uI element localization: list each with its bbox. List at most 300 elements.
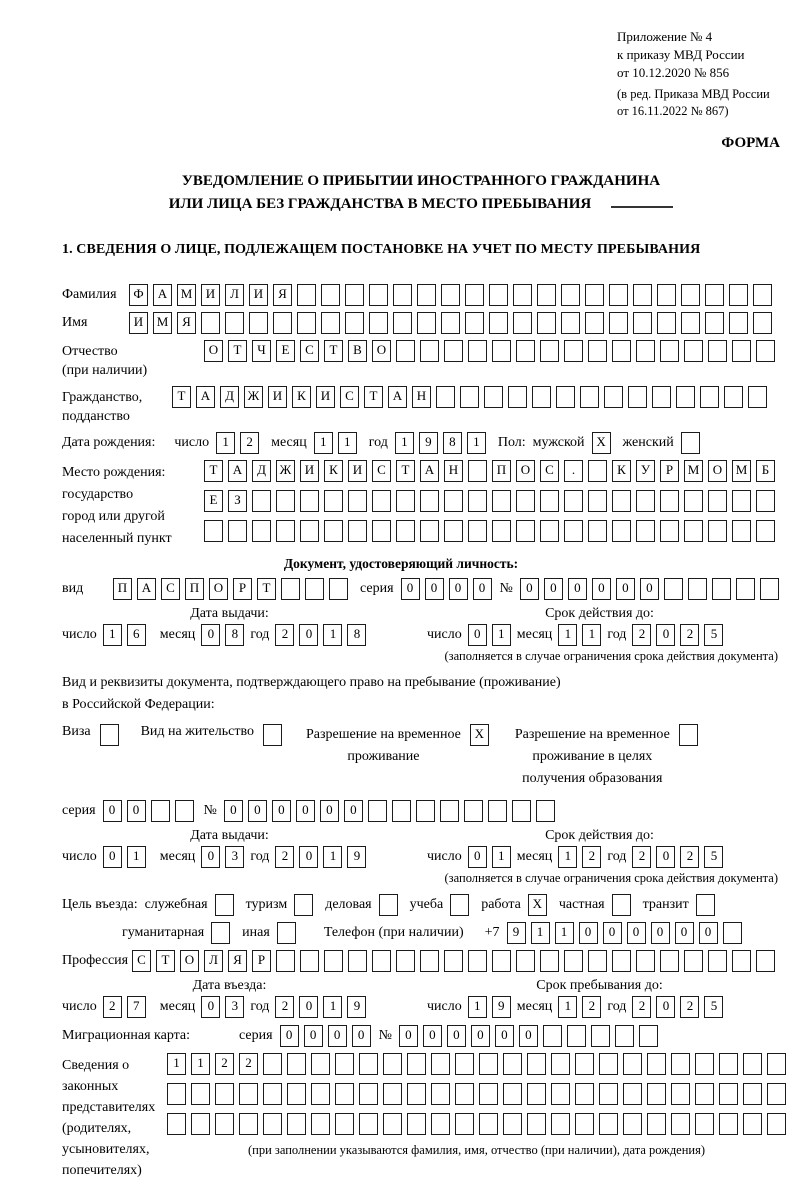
char-cell-empty[interactable] <box>407 1113 426 1135</box>
char-cell-filled[interactable]: 3 <box>225 996 244 1018</box>
char-cell-empty[interactable] <box>444 490 463 512</box>
char-cell-empty[interactable] <box>657 284 676 306</box>
char-cell-empty[interactable] <box>287 1053 306 1075</box>
char-cell-filled[interactable]: 2 <box>632 624 651 646</box>
char-cell-empty[interactable] <box>211 922 230 944</box>
char-cell-empty[interactable] <box>756 950 775 972</box>
char-cell-filled[interactable]: 1 <box>555 922 574 944</box>
char-cell-empty[interactable] <box>636 950 655 972</box>
char-cell-empty[interactable] <box>273 312 292 334</box>
char-cell-empty[interactable] <box>167 1083 186 1105</box>
char-cell-filled[interactable]: 2 <box>103 996 122 1018</box>
char-cell-empty[interactable] <box>345 312 364 334</box>
char-cell-filled[interactable]: 0 <box>603 922 622 944</box>
char-cell-filled[interactable]: М <box>177 284 196 306</box>
char-cell-filled[interactable]: Ж <box>244 386 263 408</box>
char-cell-filled[interactable]: 9 <box>507 922 526 944</box>
char-cell-filled[interactable]: Л <box>225 284 244 306</box>
char-cell-filled[interactable]: 1 <box>127 846 146 868</box>
char-cell-empty[interactable] <box>588 950 607 972</box>
char-cell-filled[interactable]: 0 <box>473 578 492 600</box>
char-cell-empty[interactable] <box>660 490 679 512</box>
char-cell-filled[interactable]: 0 <box>103 800 122 822</box>
char-cell-empty[interactable] <box>561 312 580 334</box>
char-cell-empty[interactable] <box>748 386 767 408</box>
char-cell-empty[interactable] <box>729 284 748 306</box>
char-cell-empty[interactable] <box>263 724 282 746</box>
char-cell-empty[interactable] <box>225 312 244 334</box>
char-cell-filled[interactable]: 0 <box>699 922 718 944</box>
char-cell-empty[interactable] <box>599 1053 618 1075</box>
char-cell-empty[interactable] <box>321 312 340 334</box>
char-cell-filled[interactable]: С <box>161 578 180 600</box>
char-cell-empty[interactable] <box>652 386 671 408</box>
char-cell-empty[interactable] <box>359 1053 378 1075</box>
char-cell-filled[interactable]: 2 <box>240 432 259 454</box>
char-cell-empty[interactable] <box>708 490 727 512</box>
char-cell-empty[interactable] <box>575 1113 594 1135</box>
char-cell-filled[interactable]: Н <box>412 386 431 408</box>
char-cell-filled[interactable]: 0 <box>640 578 659 600</box>
char-cell-empty[interactable] <box>551 1083 570 1105</box>
char-cell-empty[interactable] <box>732 340 751 362</box>
char-cell-empty[interactable] <box>263 1113 282 1135</box>
char-cell-filled[interactable]: Р <box>252 950 271 972</box>
char-cell-empty[interactable] <box>612 490 631 512</box>
char-cell-empty[interactable] <box>383 1083 402 1105</box>
char-cell-empty[interactable] <box>372 490 391 512</box>
char-cell-empty[interactable] <box>239 1083 258 1105</box>
char-cell-filled[interactable]: М <box>732 460 751 482</box>
char-cell-empty[interactable] <box>537 312 556 334</box>
char-cell-empty[interactable] <box>516 950 535 972</box>
char-cell-empty[interactable] <box>628 386 647 408</box>
char-cell-filled[interactable]: Л <box>204 950 223 972</box>
char-cell-empty[interactable] <box>417 284 436 306</box>
char-cell-empty[interactable] <box>556 386 575 408</box>
char-cell-empty[interactable] <box>431 1083 450 1105</box>
char-cell-filled[interactable]: 0 <box>299 846 318 868</box>
char-cell-empty[interactable] <box>575 1083 594 1105</box>
char-cell-filled[interactable]: А <box>388 386 407 408</box>
char-cell-empty[interactable] <box>604 386 623 408</box>
char-cell-filled[interactable]: 5 <box>704 846 723 868</box>
char-cell-empty[interactable] <box>719 1083 738 1105</box>
char-cell-empty[interactable] <box>695 1083 714 1105</box>
char-cell-empty[interactable] <box>732 950 751 972</box>
char-cell-filled[interactable]: 0 <box>201 996 220 1018</box>
char-cell-empty[interactable] <box>324 490 343 512</box>
char-cell-filled[interactable]: 0 <box>447 1025 466 1047</box>
char-cell-filled[interactable]: 5 <box>704 996 723 1018</box>
char-cell-filled[interactable]: С <box>132 950 151 972</box>
char-cell-empty[interactable] <box>167 1113 186 1135</box>
char-cell-empty[interactable] <box>396 340 415 362</box>
char-cell-empty[interactable] <box>681 312 700 334</box>
char-cell-empty[interactable] <box>276 490 295 512</box>
char-cell-empty[interactable] <box>444 340 463 362</box>
char-cell-empty[interactable] <box>468 490 487 512</box>
char-cell-empty[interactable] <box>633 284 652 306</box>
char-cell-filled[interactable]: О <box>516 460 535 482</box>
char-cell-filled[interactable]: Ф <box>129 284 148 306</box>
char-cell-filled[interactable]: 1 <box>395 432 414 454</box>
char-cell-empty[interactable] <box>484 386 503 408</box>
char-cell-filled[interactable]: X <box>592 432 611 454</box>
char-cell-empty[interactable] <box>359 1083 378 1105</box>
char-cell-filled[interactable]: 0 <box>320 800 339 822</box>
char-cell-filled[interactable]: 0 <box>495 1025 514 1047</box>
char-cell-filled[interactable]: 0 <box>468 846 487 868</box>
char-cell-filled[interactable]: 2 <box>275 996 294 1018</box>
char-cell-filled[interactable]: О <box>209 578 228 600</box>
char-cell-filled[interactable]: 0 <box>468 624 487 646</box>
char-cell-empty[interactable] <box>276 950 295 972</box>
char-cell-empty[interactable] <box>732 520 751 542</box>
char-cell-empty[interactable] <box>489 284 508 306</box>
char-cell-filled[interactable]: Я <box>177 312 196 334</box>
char-cell-empty[interactable] <box>468 520 487 542</box>
char-cell-filled[interactable]: 0 <box>675 922 694 944</box>
char-cell-empty[interactable] <box>705 312 724 334</box>
char-cell-filled[interactable]: О <box>204 340 223 362</box>
char-cell-filled[interactable]: 0 <box>399 1025 418 1047</box>
char-cell-filled[interactable]: 1 <box>492 846 511 868</box>
char-cell-empty[interactable] <box>455 1053 474 1075</box>
char-cell-empty[interactable] <box>767 1083 786 1105</box>
char-cell-filled[interactable]: 2 <box>680 846 699 868</box>
char-cell-empty[interactable] <box>407 1053 426 1075</box>
char-cell-filled[interactable]: 1 <box>468 996 487 1018</box>
char-cell-filled[interactable]: 1 <box>323 624 342 646</box>
char-cell-empty[interactable] <box>767 1053 786 1075</box>
char-cell-empty[interactable] <box>420 950 439 972</box>
char-cell-empty[interactable] <box>623 1083 642 1105</box>
char-cell-empty[interactable] <box>588 460 607 482</box>
char-cell-filled[interactable]: Д <box>220 386 239 408</box>
char-cell-filled[interactable]: Е <box>276 340 295 362</box>
char-cell-filled[interactable]: С <box>300 340 319 362</box>
char-cell-filled[interactable]: 1 <box>103 624 122 646</box>
char-cell-filled[interactable]: О <box>180 950 199 972</box>
char-cell-empty[interactable] <box>633 312 652 334</box>
char-cell-empty[interactable] <box>294 894 313 916</box>
char-cell-empty[interactable] <box>636 340 655 362</box>
char-cell-empty[interactable] <box>431 1113 450 1135</box>
char-cell-empty[interactable] <box>676 386 695 408</box>
char-cell-empty[interactable] <box>369 284 388 306</box>
char-cell-filled[interactable]: Б <box>756 460 775 482</box>
char-cell-empty[interactable] <box>191 1083 210 1105</box>
char-cell-empty[interactable] <box>396 490 415 512</box>
char-cell-empty[interactable] <box>276 520 295 542</box>
char-cell-filled[interactable]: 1 <box>323 996 342 1018</box>
char-cell-filled[interactable]: Т <box>324 340 343 362</box>
char-cell-empty[interactable] <box>695 1113 714 1135</box>
char-cell-empty[interactable] <box>503 1053 522 1075</box>
char-cell-empty[interactable] <box>379 894 398 916</box>
char-cell-empty[interactable] <box>393 312 412 334</box>
char-cell-empty[interactable] <box>681 284 700 306</box>
char-cell-empty[interactable] <box>679 724 698 746</box>
char-cell-filled[interactable]: 0 <box>568 578 587 600</box>
char-cell-empty[interactable] <box>743 1113 762 1135</box>
char-cell-filled[interactable]: 0 <box>304 1025 323 1047</box>
char-cell-empty[interactable] <box>512 800 531 822</box>
char-cell-empty[interactable] <box>468 950 487 972</box>
char-cell-empty[interactable] <box>527 1083 546 1105</box>
char-cell-empty[interactable] <box>753 312 772 334</box>
char-cell-empty[interactable] <box>151 800 170 822</box>
char-cell-filled[interactable]: 3 <box>225 846 244 868</box>
char-cell-empty[interactable] <box>321 284 340 306</box>
char-cell-empty[interactable] <box>441 312 460 334</box>
char-cell-empty[interactable] <box>335 1113 354 1135</box>
char-cell-empty[interactable] <box>684 340 703 362</box>
char-cell-filled[interactable]: 2 <box>239 1053 258 1075</box>
char-cell-filled[interactable]: 8 <box>443 432 462 454</box>
char-cell-filled[interactable]: Ч <box>252 340 271 362</box>
char-cell-empty[interactable] <box>311 1083 330 1105</box>
char-cell-filled[interactable]: 0 <box>344 800 363 822</box>
char-cell-filled[interactable]: И <box>316 386 335 408</box>
char-cell-filled[interactable]: У <box>636 460 655 482</box>
char-cell-filled[interactable]: 0 <box>425 578 444 600</box>
char-cell-empty[interactable] <box>540 950 559 972</box>
char-cell-empty[interactable] <box>660 340 679 362</box>
char-cell-empty[interactable] <box>564 340 583 362</box>
char-cell-filled[interactable]: 1 <box>191 1053 210 1075</box>
char-cell-empty[interactable] <box>623 1113 642 1135</box>
char-cell-empty[interactable] <box>420 520 439 542</box>
char-cell-filled[interactable]: 0 <box>224 800 243 822</box>
char-cell-filled[interactable]: 9 <box>419 432 438 454</box>
char-cell-filled[interactable]: 0 <box>520 578 539 600</box>
char-cell-empty[interactable] <box>431 1053 450 1075</box>
char-cell-empty[interactable] <box>368 800 387 822</box>
char-cell-empty[interactable] <box>657 312 676 334</box>
char-cell-empty[interactable] <box>527 1113 546 1135</box>
char-cell-empty[interactable] <box>599 1083 618 1105</box>
char-cell-filled[interactable]: 2 <box>632 996 651 1018</box>
char-cell-empty[interactable] <box>537 284 556 306</box>
char-cell-empty[interactable] <box>479 1113 498 1135</box>
char-cell-empty[interactable] <box>743 1053 762 1075</box>
char-cell-empty[interactable] <box>743 1083 762 1105</box>
char-cell-filled[interactable]: Т <box>228 340 247 362</box>
char-cell-empty[interactable] <box>420 340 439 362</box>
char-cell-filled[interactable]: 2 <box>215 1053 234 1075</box>
char-cell-filled[interactable]: 1 <box>216 432 235 454</box>
char-cell-empty[interactable] <box>543 1025 562 1047</box>
char-cell-empty[interactable] <box>287 1083 306 1105</box>
char-cell-empty[interactable] <box>551 1113 570 1135</box>
char-cell-empty[interactable] <box>420 490 439 512</box>
char-cell-empty[interactable] <box>416 800 435 822</box>
char-cell-filled[interactable]: С <box>340 386 359 408</box>
char-cell-empty[interactable] <box>359 1113 378 1135</box>
char-cell-empty[interactable] <box>201 312 220 334</box>
char-cell-empty[interactable] <box>688 578 707 600</box>
char-cell-filled[interactable]: 0 <box>579 922 598 944</box>
char-cell-empty[interactable] <box>441 284 460 306</box>
char-cell-empty[interactable] <box>585 284 604 306</box>
char-cell-filled[interactable]: А <box>420 460 439 482</box>
char-cell-empty[interactable] <box>479 1053 498 1075</box>
char-cell-filled[interactable]: З <box>228 490 247 512</box>
char-cell-filled[interactable]: 1 <box>531 922 550 944</box>
char-cell-filled[interactable]: 1 <box>558 624 577 646</box>
char-cell-empty[interactable] <box>335 1083 354 1105</box>
char-cell-filled[interactable]: И <box>249 284 268 306</box>
char-cell-empty[interactable] <box>708 520 727 542</box>
char-cell-filled[interactable]: 0 <box>248 800 267 822</box>
char-cell-empty[interactable] <box>444 950 463 972</box>
char-cell-filled[interactable]: И <box>268 386 287 408</box>
char-cell-filled[interactable]: О <box>372 340 391 362</box>
char-cell-filled[interactable]: И <box>348 460 367 482</box>
char-cell-empty[interactable] <box>660 520 679 542</box>
char-cell-empty[interactable] <box>396 520 415 542</box>
char-cell-empty[interactable] <box>492 520 511 542</box>
char-cell-filled[interactable]: 0 <box>328 1025 347 1047</box>
char-cell-filled[interactable]: 2 <box>680 624 699 646</box>
char-cell-filled[interactable]: К <box>612 460 631 482</box>
char-cell-empty[interactable] <box>348 520 367 542</box>
char-cell-empty[interactable] <box>612 340 631 362</box>
char-cell-filled[interactable]: 0 <box>201 846 220 868</box>
char-cell-empty[interactable] <box>588 340 607 362</box>
char-cell-filled[interactable]: 0 <box>280 1025 299 1047</box>
char-cell-filled[interactable]: 0 <box>299 996 318 1018</box>
char-cell-empty[interactable] <box>503 1113 522 1135</box>
char-cell-filled[interactable]: 0 <box>592 578 611 600</box>
char-cell-filled[interactable]: 0 <box>103 846 122 868</box>
char-cell-filled[interactable]: В <box>348 340 367 362</box>
char-cell-filled[interactable]: 0 <box>272 800 291 822</box>
char-cell-filled[interactable]: Н <box>444 460 463 482</box>
char-cell-empty[interactable] <box>588 490 607 512</box>
char-cell-empty[interactable] <box>513 284 532 306</box>
char-cell-empty[interactable] <box>100 724 119 746</box>
char-cell-empty[interactable] <box>465 284 484 306</box>
char-cell-filled[interactable]: 0 <box>423 1025 442 1047</box>
char-cell-filled[interactable]: 1 <box>558 996 577 1018</box>
char-cell-filled[interactable]: 9 <box>347 846 366 868</box>
char-cell-filled[interactable]: X <box>528 894 547 916</box>
char-cell-empty[interactable] <box>455 1083 474 1105</box>
char-cell-filled[interactable]: Т <box>204 460 223 482</box>
char-cell-filled[interactable]: 2 <box>275 846 294 868</box>
char-cell-empty[interactable] <box>297 312 316 334</box>
char-cell-empty[interactable] <box>681 432 700 454</box>
char-cell-empty[interactable] <box>756 520 775 542</box>
char-cell-empty[interactable] <box>671 1053 690 1075</box>
char-cell-empty[interactable] <box>444 520 463 542</box>
char-cell-empty[interactable] <box>513 312 532 334</box>
char-cell-empty[interactable] <box>756 340 775 362</box>
char-cell-filled[interactable]: Т <box>156 950 175 972</box>
char-cell-empty[interactable] <box>647 1113 666 1135</box>
char-cell-empty[interactable] <box>440 800 459 822</box>
char-cell-empty[interactable] <box>215 1113 234 1135</box>
char-cell-filled[interactable]: Е <box>204 490 223 512</box>
char-cell-empty[interactable] <box>708 340 727 362</box>
char-cell-filled[interactable]: 2 <box>582 996 601 1018</box>
char-cell-filled[interactable]: 0 <box>627 922 646 944</box>
char-cell-filled[interactable]: 1 <box>467 432 486 454</box>
char-cell-empty[interactable] <box>300 520 319 542</box>
char-cell-filled[interactable]: 2 <box>632 846 651 868</box>
char-cell-empty[interactable] <box>564 520 583 542</box>
char-cell-filled[interactable]: 1 <box>323 846 342 868</box>
char-cell-empty[interactable] <box>723 922 742 944</box>
char-cell-empty[interactable] <box>436 386 455 408</box>
char-cell-empty[interactable] <box>567 1025 586 1047</box>
char-cell-empty[interactable] <box>767 1113 786 1135</box>
char-cell-filled[interactable]: Я <box>273 284 292 306</box>
char-cell-filled[interactable]: М <box>684 460 703 482</box>
char-cell-filled[interactable]: 1 <box>167 1053 186 1075</box>
char-cell-filled[interactable]: П <box>113 578 132 600</box>
char-cell-filled[interactable]: Р <box>660 460 679 482</box>
char-cell-empty[interactable] <box>492 340 511 362</box>
char-cell-filled[interactable]: К <box>292 386 311 408</box>
char-cell-filled[interactable]: 1 <box>338 432 357 454</box>
char-cell-filled[interactable]: 0 <box>296 800 315 822</box>
char-cell-filled[interactable]: Т <box>364 386 383 408</box>
char-cell-empty[interactable] <box>372 950 391 972</box>
char-cell-empty[interactable] <box>564 950 583 972</box>
char-cell-empty[interactable] <box>615 1025 634 1047</box>
char-cell-empty[interactable] <box>647 1083 666 1105</box>
char-cell-filled[interactable]: 1 <box>314 432 333 454</box>
char-cell-empty[interactable] <box>489 312 508 334</box>
char-cell-empty[interactable] <box>732 490 751 512</box>
char-cell-filled[interactable]: 7 <box>127 996 146 1018</box>
char-cell-empty[interactable] <box>591 1025 610 1047</box>
char-cell-filled[interactable]: С <box>372 460 391 482</box>
char-cell-empty[interactable] <box>585 312 604 334</box>
char-cell-filled[interactable]: 0 <box>544 578 563 600</box>
char-cell-empty[interactable] <box>760 578 779 600</box>
char-cell-empty[interactable] <box>551 1053 570 1075</box>
char-cell-empty[interactable] <box>175 800 194 822</box>
char-cell-filled[interactable]: 0 <box>519 1025 538 1047</box>
char-cell-filled[interactable]: О <box>708 460 727 482</box>
char-cell-empty[interactable] <box>503 1083 522 1105</box>
char-cell-empty[interactable] <box>540 490 559 512</box>
char-cell-filled[interactable]: 6 <box>127 624 146 646</box>
char-cell-empty[interactable] <box>300 490 319 512</box>
char-cell-empty[interactable] <box>671 1083 690 1105</box>
char-cell-empty[interactable] <box>561 284 580 306</box>
char-cell-empty[interactable] <box>300 950 319 972</box>
char-cell-filled[interactable]: 0 <box>449 578 468 600</box>
char-cell-empty[interactable] <box>660 950 679 972</box>
char-cell-empty[interactable] <box>516 490 535 512</box>
char-cell-empty[interactable] <box>588 520 607 542</box>
char-cell-filled[interactable]: И <box>201 284 220 306</box>
char-cell-filled[interactable]: 0 <box>352 1025 371 1047</box>
char-cell-empty[interactable] <box>249 312 268 334</box>
char-cell-filled[interactable]: 1 <box>492 624 511 646</box>
char-cell-filled[interactable]: А <box>228 460 247 482</box>
char-cell-filled[interactable]: 0 <box>656 846 675 868</box>
char-cell-filled[interactable]: П <box>185 578 204 600</box>
char-cell-empty[interactable] <box>252 490 271 512</box>
char-cell-empty[interactable] <box>736 578 755 600</box>
